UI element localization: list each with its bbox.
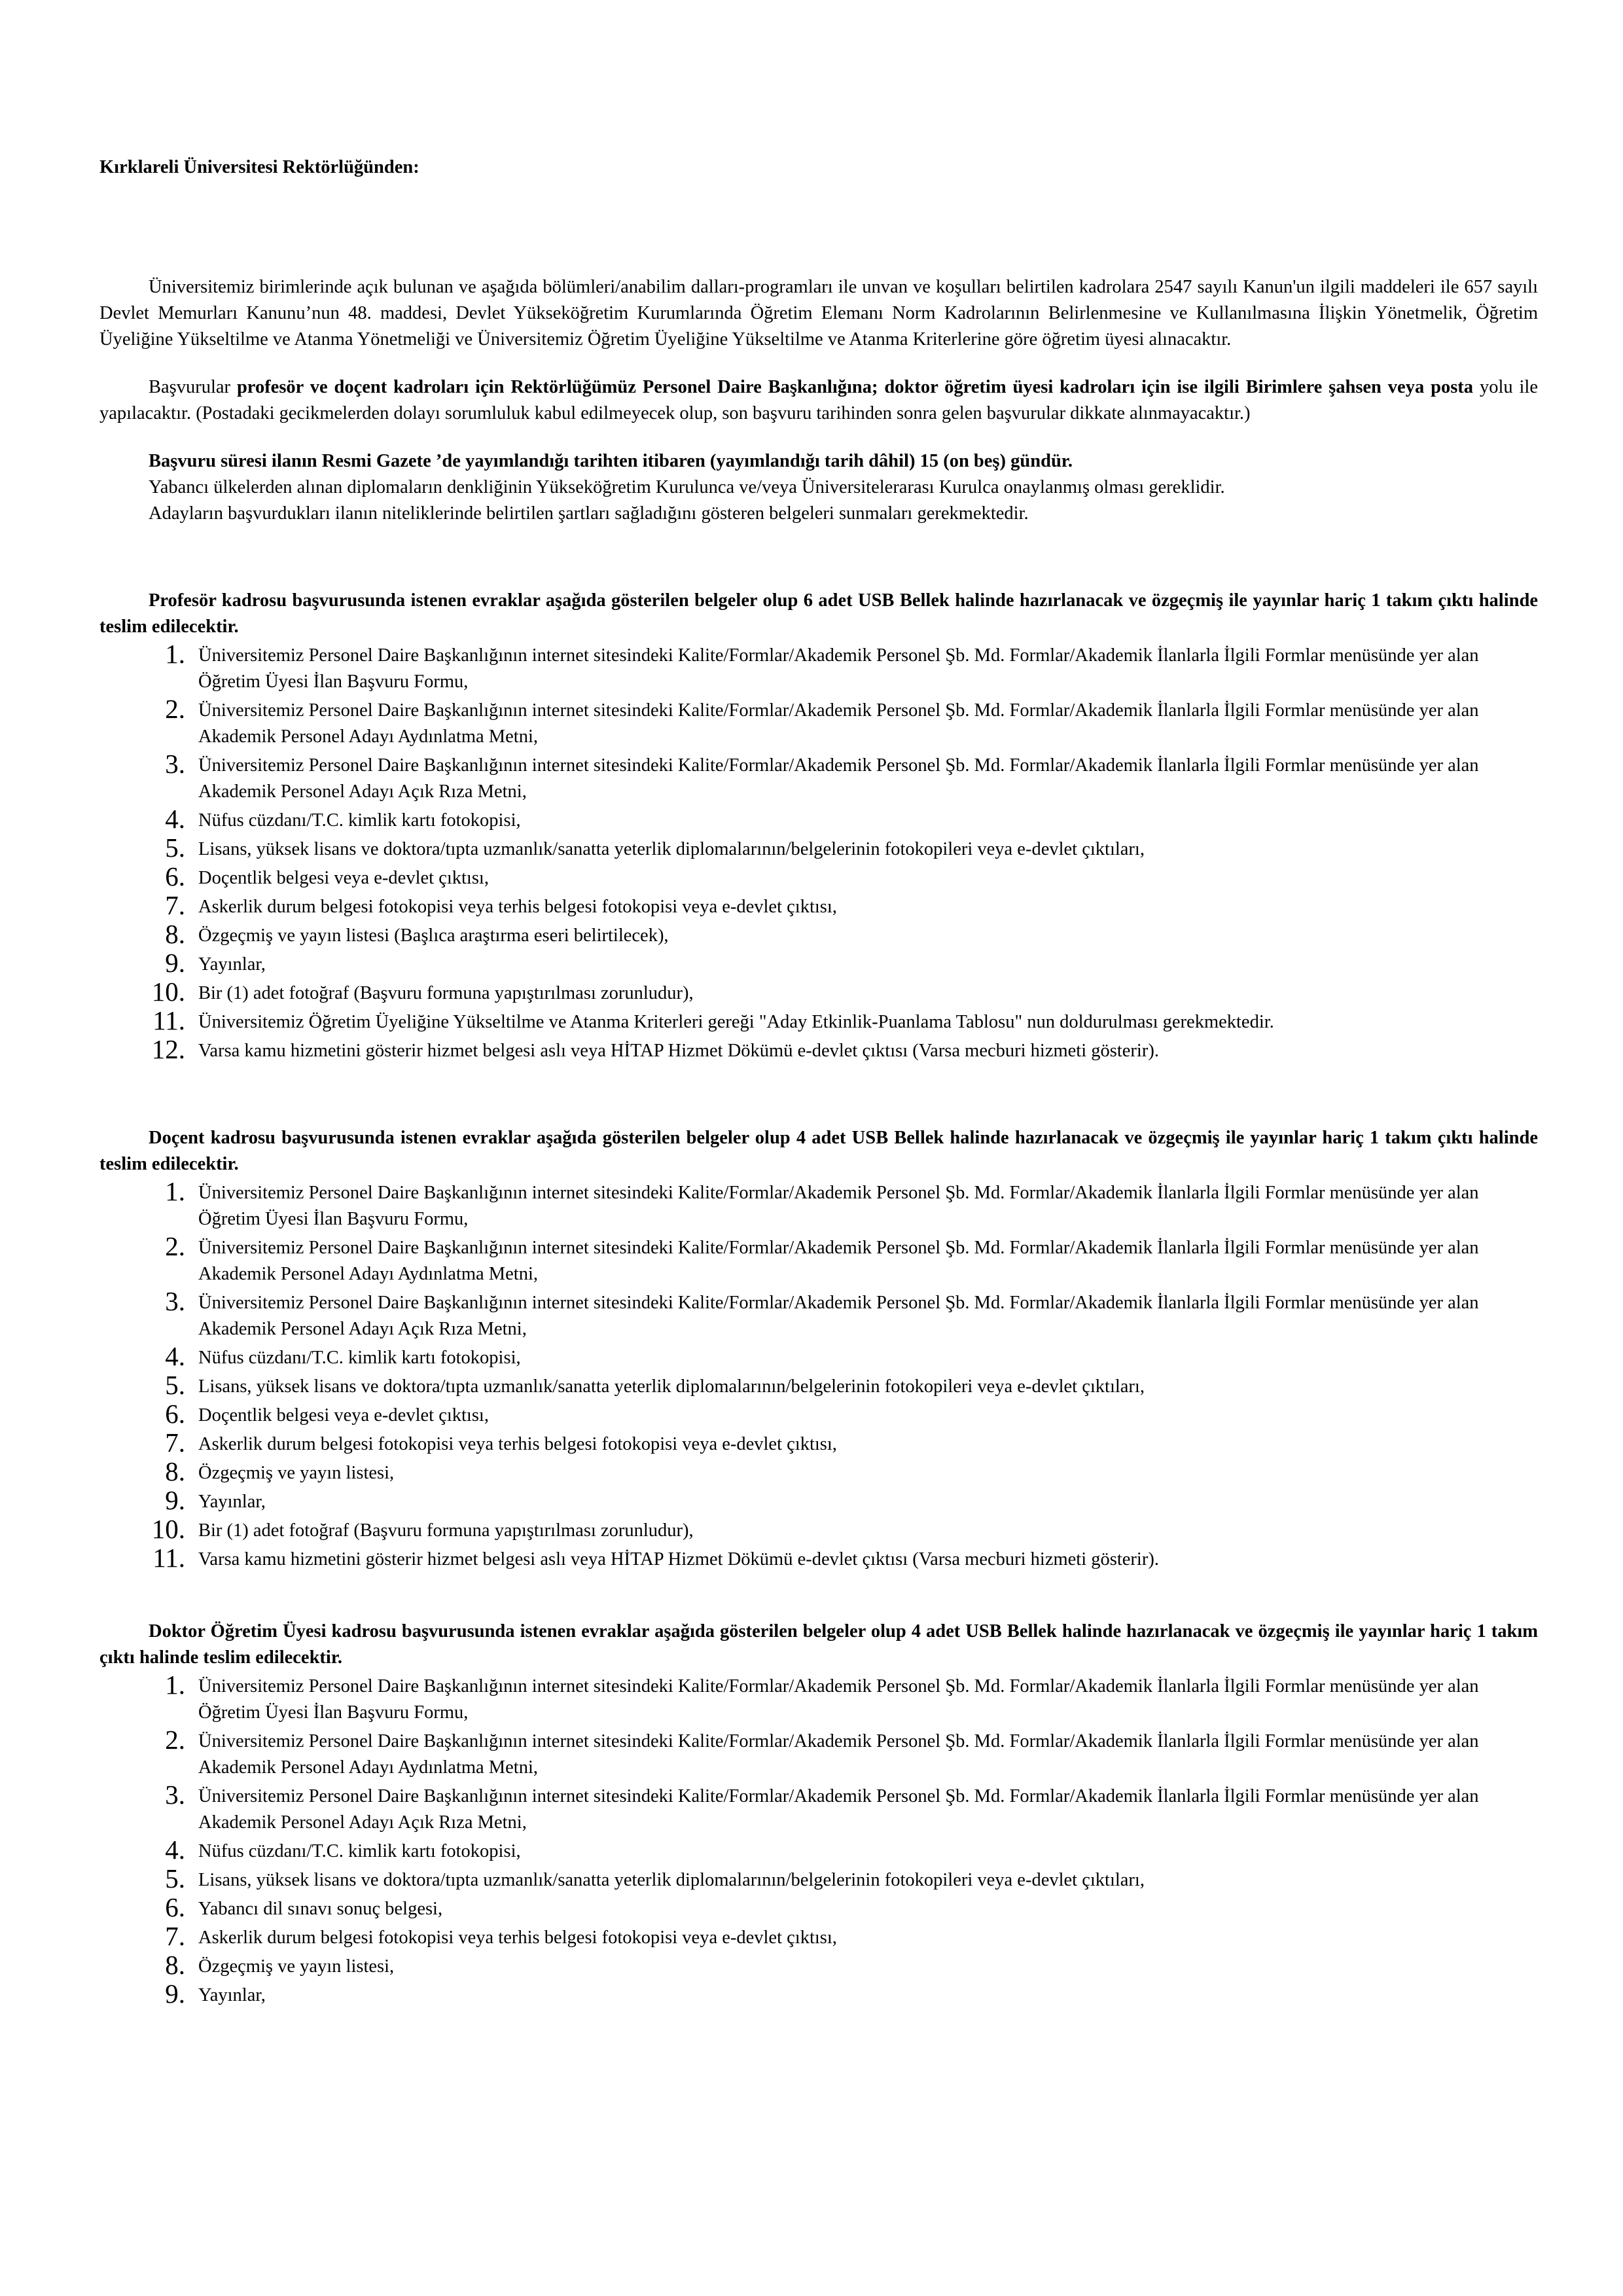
list-item-text: Üniversitemiz Personel Daire Başkanlığının internet sitesindeki Kalite/Formlar/Akademik Personel Şb. Md. Formlar/Akademik İlanlarla İlgili Formlar menüsünde yer alan Öğretim Üyesi İlan Başvuru Formu, [198,1183,1479,1229]
list-item-number: 10. [151,1514,185,1544]
list-item-number: 3. [165,1286,185,1316]
list-item [99,1486,1538,1515]
list-item-number: 1. [165,1670,185,1700]
list-item-number: 3. [165,749,185,779]
list-item-text: Nüfus cüzdanı/T.C. kimlik kartı fotokopisi, [198,1841,521,1861]
list-item [99,695,1538,750]
list-item-text: Yayınlar, [198,1985,266,2005]
list-item [99,1400,1538,1429]
section-professor [99,588,1538,1064]
list-item [99,1671,1538,1726]
list-item-number: 7. [165,1427,185,1458]
issuer-title: Kırklareli Üniversitesi Rektörlüğünden: [99,157,419,177]
section-heading: Profesör kadrosu başvurusunda istenen evraklar aşağıda gösterilen belgeler olup 6 adet USB Bellek halinde hazırlanacak ve özgeçmiş ile yayınlar hariç 1 takım çıktı halinde teslim edilecektir. [99,590,1538,637]
equivalence-text: Yabancı ülkelerden alınan diplomaların denkliğinin Yükseköğretim Kurulunca ve/veya Üniversitelerarası Kurulca onaylanmış olması gereklidir. [149,477,1225,497]
list-item-number: 8. [165,1456,185,1486]
intro-paragraph: Üniversitemiz birimlerinde açık bulunan ve aşağıda bölümleri/anabilim dalları-programları ile unvan ve koşulları belirtilen kadrolara 2547 sayılı Kanun'un ilgili maddeleri ile 657 sayılı Devlet Memurları Kanunu’nun 48. maddesi, Devlet Yükseköğretim Kurumlarında Öğretim Elemanı Norm Kadrolarının Belirlenmesine ve Kullanılmasına İlişkin Yönetmelik, Öğretim Üyeliğine Yükseltilme ve Atanma Yönetmeliği ve Üniversitemiz Öğretim Üyeliğine Yükseltilme ve Atanma Kriterlerine göre öğretim üyesi alınacaktır. [99,277,1538,350]
list-item-number: 6. [165,1399,185,1429]
list-item-number: 8. [165,919,185,949]
list-item-number: 6. [165,1892,185,1922]
list-item-text: Askerlik durum belgesi fotokopisi veya terhis belgesi fotokopisi veya e-devlet çıktısı, [198,897,837,917]
section-heading: Doçent kadrosu başvurusunda istenen evraklar aşağıda gösterilen belgeler olup 4 adet USB Bellek halinde hazırlanacak ve özgeçmiş ile yayınlar hariç 1 takım çıktı halinde teslim edilecektir. [99,1128,1538,1174]
list-item-number: 3. [165,1780,185,1810]
list-item-text: Bir (1) adet fotoğraf (Başvuru formuna yapıştırılması zorunludur), [198,983,694,1003]
list-item-text: Doçentlik belgesi veya e-devlet çıktısı, [198,868,489,888]
list-item [99,891,1538,920]
list-item [99,1007,1538,1035]
list-item [99,863,1538,891]
list-item-text: Üniversitemiz Personel Daire Başkanlığının internet sitesindeki Kalite/Formlar/Akademik Personel Şb. Md. Formlar/Akademik İlanlarla İlgili Formlar menüsünde yer alan Öğretim Üyesi İlan Başvuru Formu, [198,1676,1479,1723]
list-item-number: 12. [151,1034,185,1064]
documents-note: Adayların başvurdukları ilanın niteliklerinde belirtilen şartları sağladığını gösteren belgeleri sunmaları gerekmektedir. [149,503,1029,524]
list-item [99,1893,1538,1922]
list-item-number: 2. [165,1725,185,1755]
list-item-number: 4. [165,1835,185,1865]
list-item [99,1726,1538,1781]
list-item-text: Üniversitemiz Personel Daire Başkanlığının internet sitesindeki Kalite/Formlar/Akademik Personel Şb. Md. Formlar/Akademik İlanlarla İlgili Formlar menüsünde yer alan Akademik Personel Adayı Açık Rıza Metni, [198,1293,1479,1339]
list-item-text: Lisans, yüksek lisans ve doktora/tıpta uzmanlık/sanatta yeterlik diplomalarının/belgelerinin fotokopileri veya e-devlet çıktıları, [198,1870,1145,1890]
list-item-text: Özgeçmiş ve yayın listesi, [198,1463,395,1483]
list-item-number: 9. [165,1979,185,2009]
deadline-text: Başvuru süresi ilanın Resmi Gazete ’de yayımlandığı tarihten itibaren (yayımlandığı tarih dâhil) 15 (on beş) gündür. [149,451,1073,471]
list-item-number: 5. [165,833,185,863]
list-item-number: 2. [165,694,185,724]
list-item-number: 7. [165,890,185,920]
list-item-number: 4. [165,1341,185,1371]
list-item-number: 9. [165,948,185,978]
list-item-number: 1. [165,1176,185,1206]
list-item-text: Üniversitemiz Personel Daire Başkanlığının internet sitesindeki Kalite/Formlar/Akademik Personel Şb. Md. Formlar/Akademik İlanlarla İlgili Formlar menüsünde yer alan Akademik Personel Adayı Aydınlatma Metni, [198,1238,1479,1284]
application-text-bold: profesör ve doçent kadroları için Rektörlüğümüz Personel Daire Başkanlığına; doktor öğretim üyesi kadroları için ise ilgili Birimlere şahsen veya posta [236,377,1474,397]
list-item [99,1781,1538,1836]
list-item [99,1232,1538,1287]
list-item-text: Yayınlar, [198,954,266,975]
list-item-text: Lisans, yüksek lisans ve doktora/tıpta uzmanlık/sanatta yeterlik diplomalarının/belgelerinin fotokopileri veya e-devlet çıktıları, [198,839,1145,859]
application-text-end: yolu ile yapılacaktır. (Postadaki gecikmelerden dolayı sorumluluk kabul edilmeyecek olup, son başvuru tarihinden sonra gelen başvurular dikkate alınmayacaktır.) [99,377,1538,423]
list-item [99,1544,1538,1573]
list-item-text: Üniversitemiz Personel Daire Başkanlığının internet sitesindeki Kalite/Formlar/Akademik Personel Şb. Md. Formlar/Akademik İlanlarla İlgili Formlar menüsünde yer alan Akademik Personel Adayı Aydınlatma Metni, [198,1731,1479,1778]
list-item [99,1458,1538,1486]
list-item-text: Üniversitemiz Personel Daire Başkanlığının internet sitesindeki Kalite/Formlar/Akademik Personel Şb. Md. Formlar/Akademik İlanlarla İlgili Formlar menüsünde yer alan Öğretim Üyesi İlan Başvuru Formu, [198,645,1479,692]
list-item-text: Bir (1) adet fotoğraf (Başvuru formuna yapıştırılması zorunludur), [198,1520,694,1541]
section-heading: Doktor Öğretim Üyesi kadrosu başvurusunda istenen evraklar aşağıda gösterilen belgeler olup 4 adet USB Bellek halinde hazırlanacak ve özgeçmiş ile yayınlar hariç 1 takım çıktı halinde teslim edilecektir. [99,1621,1538,1668]
list-item [99,1865,1538,1893]
list-item-number: 11. [152,1005,185,1035]
list-item-number: 4. [165,804,185,834]
list-item-number: 6. [165,861,185,891]
section-assistant-professor [99,1619,1538,2009]
list-item-text: Askerlik durum belgesi fotokopisi veya terhis belgesi fotokopisi veya e-devlet çıktısı, [198,1928,837,1948]
list-item-text: Üniversitemiz Personel Daire Başkanlığının internet sitesindeki Kalite/Formlar/Akademik Personel Şb. Md. Formlar/Akademik İlanlarla İlgili Formlar menüsünde yer alan Akademik Personel Adayı Açık Rıza Metni, [198,1786,1479,1833]
requirements-sections [99,588,1538,2009]
list-item-text: Askerlik durum belgesi fotokopisi veya terhis belgesi fotokopisi veya e-devlet çıktısı, [198,1434,837,1454]
list-item-text: Varsa kamu hizmetini gösterir hizmet belgesi aslı veya HİTAP Hizmet Dökümü e-devlet çıktısı (Varsa mecburi hizmeti gösterir). [198,1041,1159,1061]
list-item [99,640,1538,695]
list-item [99,1342,1538,1371]
list-item [99,1429,1538,1458]
list-item [99,978,1538,1007]
list-item-text: Nüfus cüzdanı/T.C. kimlik kartı fotokopisi, [198,1348,521,1368]
section-associate-professor [99,1125,1538,1573]
list-item [99,750,1538,805]
list-item-text: Üniversitemiz Personel Daire Başkanlığının internet sitesindeki Kalite/Formlar/Akademik Personel Şb. Md. Formlar/Akademik İlanlarla İlgili Formlar menüsünde yer alan Akademik Personel Adayı Aydınlatma Metni, [198,700,1479,747]
list-item [99,1922,1538,1951]
list-item-number: 9. [165,1485,185,1515]
list-item [99,1287,1538,1342]
list-item-number: 5. [165,1863,185,1893]
requirements-list [99,640,1538,1064]
list-item-number: 11. [152,1543,185,1573]
list-item-text: Yabancı dil sınavı sonuç belgesi, [198,1899,443,1919]
list-item [99,1371,1538,1400]
list-item [99,1177,1538,1232]
requirements-list [99,1177,1538,1573]
list-item [99,1980,1538,2009]
list-item-number: 8. [165,1950,185,1980]
list-item-text: Varsa kamu hizmetini gösterir hizmet belgesi aslı veya HİTAP Hizmet Dökümü e-devlet çıktısı (Varsa mecburi hizmeti gösterir). [198,1549,1159,1570]
list-item-number: 2. [165,1231,185,1261]
list-item [99,1515,1538,1544]
list-item-number: 1. [165,639,185,669]
list-item-text: Lisans, yüksek lisans ve doktora/tıpta uzmanlık/sanatta yeterlik diplomalarının/belgelerinin fotokopileri veya e-devlet çıktıları, [198,1376,1145,1397]
document-page [99,154,1538,2009]
list-item-number: 10. [151,977,185,1007]
list-item-number: 5. [165,1370,185,1400]
list-item-text: Nüfus cüzdanı/T.C. kimlik kartı fotokopisi, [198,810,521,831]
list-item [99,1035,1538,1064]
application-paragraph [99,374,1538,427]
list-item [99,949,1538,978]
list-item [99,920,1538,949]
list-item [99,1836,1538,1865]
list-item-text: Yayınlar, [198,1492,266,1512]
list-item-text: Özgeçmiş ve yayın listesi (Başlıca araştırma eseri belirtilecek), [198,925,669,946]
list-item-text: Özgeçmiş ve yayın listesi, [198,1956,395,1977]
list-item-text: Üniversitemiz Öğretim Üyeliğine Yükseltilme ve Atanma Kriterleri gereği "Aday Etkinlik-Puanlama Tablosu" nun doldurulması gerekmektedir. [198,1012,1274,1032]
list-item [99,805,1538,834]
list-item [99,834,1538,863]
application-text-start: Başvurular [149,377,237,397]
list-item-text: Üniversitemiz Personel Daire Başkanlığının internet sitesindeki Kalite/Formlar/Akademik Personel Şb. Md. Formlar/Akademik İlanlarla İlgili Formlar menüsünde yer alan Akademik Personel Adayı Açık Rıza Metni, [198,755,1479,802]
list-item-number: 7. [165,1921,185,1951]
list-item [99,1951,1538,1980]
requirements-list [99,1671,1538,2009]
list-item-text: Doçentlik belgesi veya e-devlet çıktısı, [198,1405,489,1426]
